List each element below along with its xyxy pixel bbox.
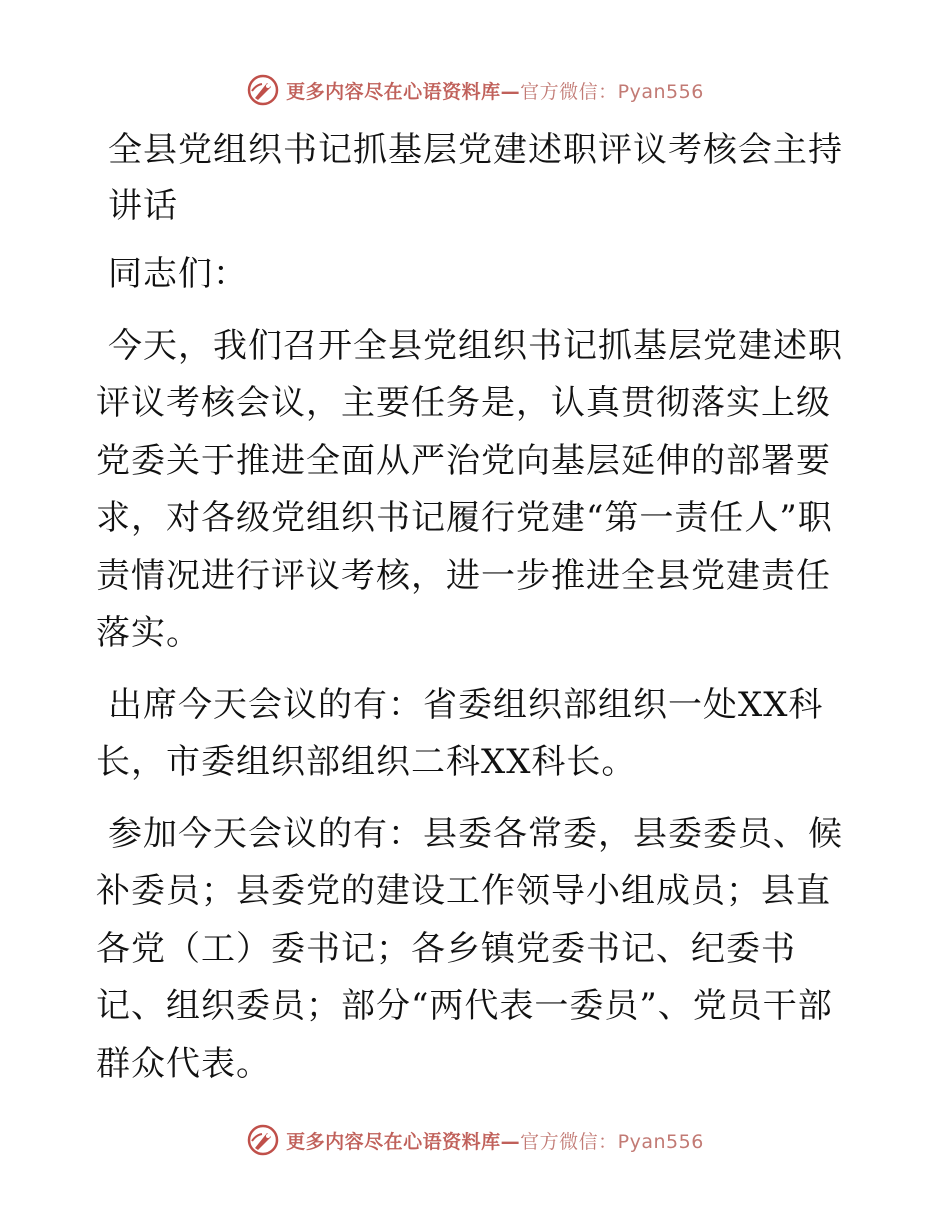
paragraph-attendees-participating: 参加今天会议的有：县委各常委，县委委员、候补委员；县委党的建设工作领导小组成员；县直各党（工）委书记；各乡镇党委书记、纪委书记、组织委员；部分“两代表一委员”、党员干部群众代表。 — [96, 813, 843, 1084]
document-title: 全县党组织书记抓基层党建述职评议考核会主持讲话 — [108, 130, 843, 226]
banner-text — [286, 1127, 704, 1154]
header-banner — [0, 70, 950, 110]
pen-nib-logo-icon — [246, 73, 280, 107]
banner-main-text: 更多内容尽在心语资料库— — [286, 80, 521, 103]
pen-nib-logo-icon — [246, 1123, 280, 1157]
document-body — [96, 122, 850, 1107]
banner-text — [286, 77, 704, 104]
paragraph-purpose: 今天，我们召开全县党组织书记抓基层党建述职评议考核会议，主要任务是，认真贯彻落实上级党委关于推进全面从严治党向基层延伸的部署要求，对各级党组织书记履行党建“第一责任人”职责情况进行评议考核，进一步推进全县党建责任落实。 — [96, 325, 843, 653]
paragraph-greeting: 同志们： — [108, 254, 248, 294]
paragraph-attendees-present: 出席今天会议的有：省委组织部组织一处XX科长，市委组织部组织二科XX科长。 — [96, 684, 824, 782]
footer-banner — [0, 1120, 950, 1160]
banner-wechat-text: 官方微信：Pyan556 — [520, 80, 704, 103]
banner-main-text: 更多内容尽在心语资料库— — [286, 1130, 521, 1153]
banner-wechat-text: 官方微信：Pyan556 — [520, 1130, 704, 1153]
